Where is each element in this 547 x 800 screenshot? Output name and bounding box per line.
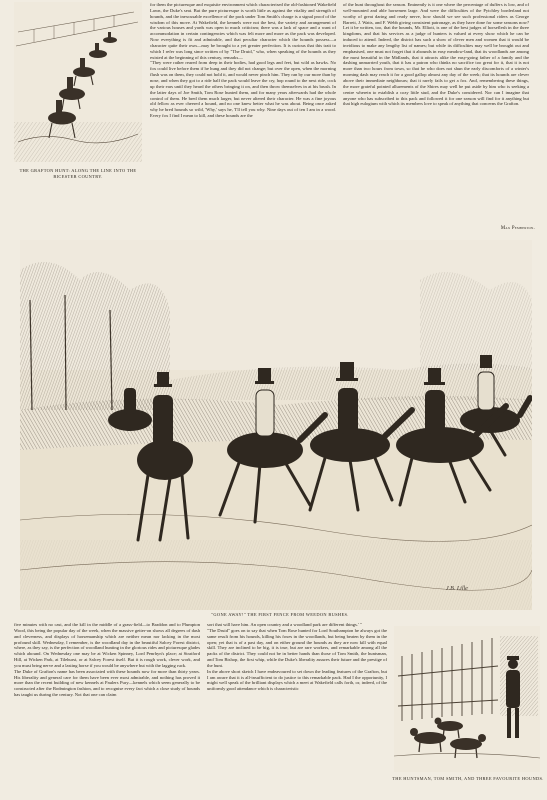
top-left-illustration xyxy=(14,2,142,162)
bottom-right-caption: THE HUNTSMAN, TOM SMITH, AND THREE FAVOURITE HOUNDS. xyxy=(392,776,544,781)
article-column-2-bottom: sort that will have him. An open country and a woodland park are different things.' " "The Druid" goes on to say that when Tom Rose hunted for Lord Southampton he always got the same result from his hounds, killing his foxes in the woodlands, but being beaten by them in the open; yet that is of a past day, and on either ground the hounds as they are now kill with equal skill. They are inclined to be big, it is true, but are rare workers, and remarkable among all the packs of the district. They could not be in better hands than those of Tom Smith, the huntsman, and Tom Bishop, the first whip, while the Duke's liberality assures their future and the prestige of the hunt. In the above short sketch I have endeavoured to set down the leading features of the Grafton, but I am aware that it is all-insufficient to do justice to this remarkable pack. Had I the opportunity, I might well speak of the brilliant displays which a meet at Wakefield calls forth, or, indeed, of the uniformly good attendance which is characteristic xyxy=(207,622,387,692)
main-illustration xyxy=(20,240,532,610)
article-column-1-top: for them the picturesque and exquisite environment which characterised the old-fashioned Wakefield Lawn, the Duke's seat. But the pure picturesque is worth little as against the vitality and strength of hounds, and the inexcusable excellence of the pack under Tom Smith's charge is a signal proof of the wisdom of this move. At Wakefield, the kennels were not the best, the variety and arrangement of the various houses and yards was open to much criticism; there was a lack of space and a want of accommodation in certain contingencies which was felt more and more as the pack was developed. Now everything is fit and admirable, and that peculiar character which the hounds possess—a character quite their own—may be brought to a yet greater perfection. It is curious that this trait to which I refer was long since written of by "The Druid," who, when speaking of the hounds as they existed at the beginning of this century, remarks— "They were rather reared from deep in their bodies, had good legs and feet, but wild as hawks. No fox could live before them if he hung and they did not change; but over the open, when the morning flush was on them, they could not hold it, and would never pinch him. They ran by our more than by nose, and when they got to a ride half the pack would leave the cry, hop round to the next ride, cock up their ears until they heard the others bringing it on, and then throw themselves in at his brush. In the latter days of Joe Smith, Tom Rose hunted them, and for many years afterwards had the whole control of them. He bred them much larger, but never altered their character. He was a fine joyous old fellow as ever cheered a hound, and no one knew better what he was about. Being once asked why he bred hounds so wild, 'Why,' says he, 'I'll tell you why. Nine days out of ten I am in a wood. Every fox I find I mean to kill, and these hounds are the xyxy=(150,2,336,119)
article-column-1-bottom: five minutes with no cast, and the kill in the middle of a grass-field—to Braddon and to Plumpton Wood, this being the popular day of the week, when the massive getter-on shows all degrees of dash and cleverness, and displays of horsemanship which are neither mean nor lacking in the most profound skill. Wednesday, I remember, is the woodland day in the beautiful Salcey Forest district, where, as they say, is the perfection of woodland hunting in the glorious rides and picturesque glades which abound. On Wednesday one may be at Wicken Spinney, Lord Penrhyn's place; at Stratford Hill, at Wicken Park, at Tilehurst, or at Salcey Forest itself. But it is rough work, clever work, and you must bring nerve and a lasting horse if you would be anywhere but with the lagging ruck. The Duke of Grafton's name has been associated with these hounds now for more than thirty years. His liberality and general care for them have been ever most admirable, and nothing has proved it more than the recent building of new kennels at Paulers Pury—kennels which seem generally to be constructed after the Bodmington fashion, and to recognise every fact which a close study of hounds has taught us during the century. Not that one can claim xyxy=(14,622,200,698)
top-left-caption: THE GRAFTON HUNT: ALONG THE LINE INTO THE BICESTER COUNTRY. xyxy=(19,168,137,179)
artist-signature: J.B. Lille xyxy=(446,586,468,592)
bottom-right-illustration xyxy=(394,626,540,772)
author-signature: Max Pemberton. xyxy=(500,226,535,231)
article-column-2-top: of the hunt throughout the season. Eminently is it one where the percentage of duffers is low, and of well-mounted and able horsemen large. And were the difficulties of the Pytchley borderland not worthy of great daring and ready nerve, how should we see such professional riders as George Barrett, J. Watts, and F. Webb giving consistent patronage, as they have done for some seasons now? Let it be written, too, that the hounds, Mr. Elliott, is one of the best judges of horseflesh in the three kingdoms, and that his services as a judge of hunters is valued at every show which he can be induced to attend. Indeed, the district has such a show of clever men and women that it would be invidious to make any lengthy list of names; but while its difficulties may well be brought out and emphasised, one must not forget that it abounds in easy meadow-land, that its woodlands are among the most beautiful in the Midlands, that it attracts alike the easy-going father of a family and the dashing unmarried youth, that it has a patron who thinks no sacrifice too great for it, that it is not more than two hours from town, so that he who does not shun the early discomforts of a winter's morning dash may reach it for a good gallop almost any day of the week; that its hounds are clever above their immediate neighbours; that it rarely fails to get a fox. And, remembering these things, the more grateful pointed allurements of the Shires may well be put aside by him who is seeking a centre wherein to establish a cozy little stud, and the Duke's considered. Nor can I imagine that anyone who has subscribed to this pack and followed it for one season will find for it anything but that high eulogium with which its members love to speak of anything that concerns the Grafton. xyxy=(343,2,529,107)
main-caption: "GONE AWAY!" THE FIRST FENCE FROM WEEDON BUSHES. xyxy=(211,612,349,617)
